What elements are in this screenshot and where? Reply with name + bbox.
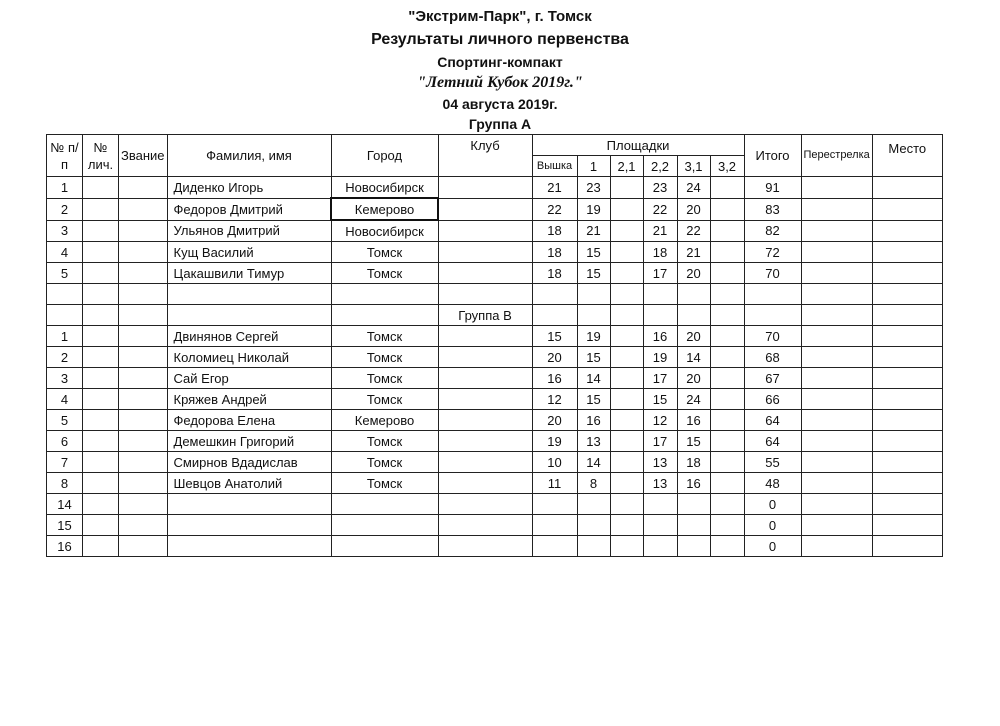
cell-tower	[532, 536, 577, 557]
cell-site-1: 19	[577, 198, 610, 220]
col-rank-header: Звание	[119, 135, 168, 177]
cell-name	[167, 515, 331, 536]
table-row	[47, 347, 943, 368]
cell-total: 70	[744, 263, 801, 284]
table-row	[47, 368, 943, 389]
cell-num: 14	[47, 494, 83, 515]
cell-site-1: 16	[577, 410, 610, 431]
cell-total: 83	[744, 198, 801, 220]
cell-city	[331, 536, 438, 557]
cell-site-3-1: 20	[677, 368, 710, 389]
header-venue: "Экстрим-Парк", г. Томск	[408, 8, 592, 25]
cell-site-2-2: 17	[643, 263, 677, 284]
cell-name: Двинянов Сергей	[167, 326, 331, 347]
cell-num: 5	[47, 263, 83, 284]
cell-site-2-2: 21	[643, 220, 677, 242]
table-row	[47, 536, 943, 557]
cell-city	[331, 494, 438, 515]
cell-site-3-1: 20	[677, 326, 710, 347]
cell-city: Томск	[331, 389, 438, 410]
cell-num: 16	[47, 536, 83, 557]
cell-site-2-2	[643, 536, 677, 557]
cell-num: 2	[47, 198, 83, 220]
header-event: "Летний Кубок 2019г."	[417, 74, 583, 91]
cell-city: Новосибирск	[331, 177, 438, 199]
cell-total: 64	[744, 410, 801, 431]
table-row	[47, 473, 943, 494]
cell-site-1: 13	[577, 431, 610, 452]
cell-tower: 18	[532, 242, 577, 263]
cell-tower: 20	[532, 347, 577, 368]
table-row	[47, 220, 943, 242]
cell-site-1: 14	[577, 368, 610, 389]
cell-tower: 22	[532, 198, 577, 220]
cell-site-2-2	[643, 494, 677, 515]
cell-total: 72	[744, 242, 801, 263]
header-discipline: Спортинг-компакт	[437, 54, 563, 70]
cell-num: 3	[47, 368, 83, 389]
cell-site-2-2	[643, 515, 677, 536]
cell-site-1: 14	[577, 452, 610, 473]
cell-site-3-1: 16	[677, 473, 710, 494]
cell-site-2-2: 19	[643, 347, 677, 368]
col-name-header: Фамилия, имя	[167, 135, 331, 177]
cell-total: 0	[744, 515, 801, 536]
table-row-empty	[47, 284, 943, 305]
cell-site-3-1: 24	[677, 389, 710, 410]
cell-city: Томск	[331, 263, 438, 284]
cell-site-3-1	[677, 515, 710, 536]
cell-site-3-1: 22	[677, 220, 710, 242]
cell-site-3-1: 15	[677, 431, 710, 452]
cell-tower: 15	[532, 326, 577, 347]
cell-site-3-1: 18	[677, 452, 710, 473]
header-title: Результаты личного первенства	[371, 31, 629, 48]
table-row	[47, 389, 943, 410]
group-b-title: Группа В	[438, 305, 532, 326]
cell-name: Федорова Елена	[167, 410, 331, 431]
cell-total: 67	[744, 368, 801, 389]
col-site-3-1-header: 3,1	[677, 156, 710, 177]
table-row	[47, 198, 943, 220]
cell-num: 1	[47, 177, 83, 199]
col-site-1-header: 1	[577, 156, 610, 177]
col-license-header: № лич.	[83, 135, 119, 177]
cell-tower	[532, 494, 577, 515]
cell-total: 0	[744, 494, 801, 515]
cell-city: Кемерово	[331, 198, 438, 220]
cell-site-1	[577, 536, 610, 557]
table-row	[47, 326, 943, 347]
cell-num: 6	[47, 431, 83, 452]
cell-num: 4	[47, 389, 83, 410]
cell-name: Демешкин Григорий	[167, 431, 331, 452]
cell-site-1: 19	[577, 326, 610, 347]
cell-city	[331, 515, 438, 536]
cell-num: 8	[47, 473, 83, 494]
cell-num: 3	[47, 220, 83, 242]
col-total-header: Итого	[744, 135, 801, 177]
cell-site-3-1: 21	[677, 242, 710, 263]
results-table	[46, 134, 943, 557]
cell-site-2-2: 18	[643, 242, 677, 263]
cell-site-2-2: 15	[643, 389, 677, 410]
cell-site-1: 15	[577, 347, 610, 368]
col-site-3-2-header: 3,2	[710, 156, 744, 177]
cell-site-1: 21	[577, 220, 610, 242]
cell-num: 15	[47, 515, 83, 536]
cell-total: 82	[744, 220, 801, 242]
table-row	[47, 431, 943, 452]
cell-site-1: 8	[577, 473, 610, 494]
col-club-header: Клуб	[438, 135, 532, 177]
cell-total: 68	[744, 347, 801, 368]
cell-name: Кряжев Андрей	[167, 389, 331, 410]
cell-site-2-2: 23	[643, 177, 677, 199]
cell-name: Федоров Дмитрий	[167, 198, 331, 220]
table-row	[47, 242, 943, 263]
cell-city: Томск	[331, 347, 438, 368]
cell-site-1	[577, 494, 610, 515]
cell-site-3-1: 24	[677, 177, 710, 199]
cell-city: Томск	[331, 452, 438, 473]
cell-name: Сай Егор	[167, 368, 331, 389]
cell-city: Томск	[331, 431, 438, 452]
cell-tower: 19	[532, 431, 577, 452]
cell-city: Томск	[331, 326, 438, 347]
cell-tower: 21	[532, 177, 577, 199]
cell-site-2-2: 13	[643, 452, 677, 473]
cell-site-1: 15	[577, 263, 610, 284]
cell-num: 1	[47, 326, 83, 347]
table-row	[47, 515, 943, 536]
cell-city: Кемерово	[331, 410, 438, 431]
cell-city: Томск	[331, 242, 438, 263]
cell-total: 70	[744, 326, 801, 347]
cell-site-3-1	[677, 494, 710, 515]
table-header	[47, 135, 943, 177]
cell-site-1: 23	[577, 177, 610, 199]
col-site-2-2-header: 2,2	[643, 156, 677, 177]
cell-site-3-1: 20	[677, 198, 710, 220]
cell-site-2-2: 22	[643, 198, 677, 220]
cell-tower	[532, 515, 577, 536]
cell-name: Ульянов Дмитрий	[167, 220, 331, 242]
cell-tower: 18	[532, 220, 577, 242]
cell-site-1	[577, 515, 610, 536]
cell-name: Диденко Игорь	[167, 177, 331, 199]
cell-tower: 20	[532, 410, 577, 431]
col-num-header: № п/п	[47, 135, 83, 177]
cell-tower: 10	[532, 452, 577, 473]
cell-num: 2	[47, 347, 83, 368]
cell-total: 48	[744, 473, 801, 494]
header-group-a: Группа А	[468, 116, 532, 132]
table-row	[47, 410, 943, 431]
col-shootoff-header: Перестрелка	[801, 135, 872, 177]
col-sites-header: Площадки	[532, 135, 744, 156]
table-row	[47, 177, 943, 199]
cell-name: Кущ Василий	[167, 242, 331, 263]
cell-name: Смирнов Вдадислав	[167, 452, 331, 473]
cell-name: Шевцов Анатолий	[167, 473, 331, 494]
cell-name	[167, 536, 331, 557]
table-row	[47, 494, 943, 515]
cell-name: Цакашвили Тимур	[167, 263, 331, 284]
cell-site-3-1: 14	[677, 347, 710, 368]
col-site-2-1-header: 2,1	[610, 156, 643, 177]
cell-total: 66	[744, 389, 801, 410]
cell-site-2-2: 13	[643, 473, 677, 494]
cell-num: 5	[47, 410, 83, 431]
cell-tower: 16	[532, 368, 577, 389]
cell-city: Томск	[331, 368, 438, 389]
cell-name: Коломиец Николай	[167, 347, 331, 368]
col-tower-header: Вышка	[532, 156, 577, 177]
cell-tower: 12	[532, 389, 577, 410]
cell-name	[167, 494, 331, 515]
cell-site-1: 15	[577, 242, 610, 263]
cell-tower: 11	[532, 473, 577, 494]
cell-total: 91	[744, 177, 801, 199]
cell-total: 55	[744, 452, 801, 473]
cell-site-2-2: 16	[643, 326, 677, 347]
cell-total: 64	[744, 431, 801, 452]
cell-site-2-2: 17	[643, 368, 677, 389]
cell-tower: 18	[532, 263, 577, 284]
cell-site-2-2: 17	[643, 431, 677, 452]
cell-site-3-1: 20	[677, 263, 710, 284]
group-b-row	[47, 305, 943, 326]
cell-site-3-1	[677, 536, 710, 557]
table-row	[47, 452, 943, 473]
cell-total: 0	[744, 536, 801, 557]
cell-site-3-1: 16	[677, 410, 710, 431]
cell-city: Новосибирск	[331, 220, 438, 242]
cell-site-2-2: 12	[643, 410, 677, 431]
cell-num: 4	[47, 242, 83, 263]
cell-site-1: 15	[577, 389, 610, 410]
table-row	[47, 263, 943, 284]
cell-city: Томск	[331, 473, 438, 494]
col-city-header: Город	[331, 135, 438, 177]
cell-num: 7	[47, 452, 83, 473]
col-place-header: Место	[872, 135, 942, 177]
header-date: 04 августа 2019г.	[442, 96, 558, 112]
